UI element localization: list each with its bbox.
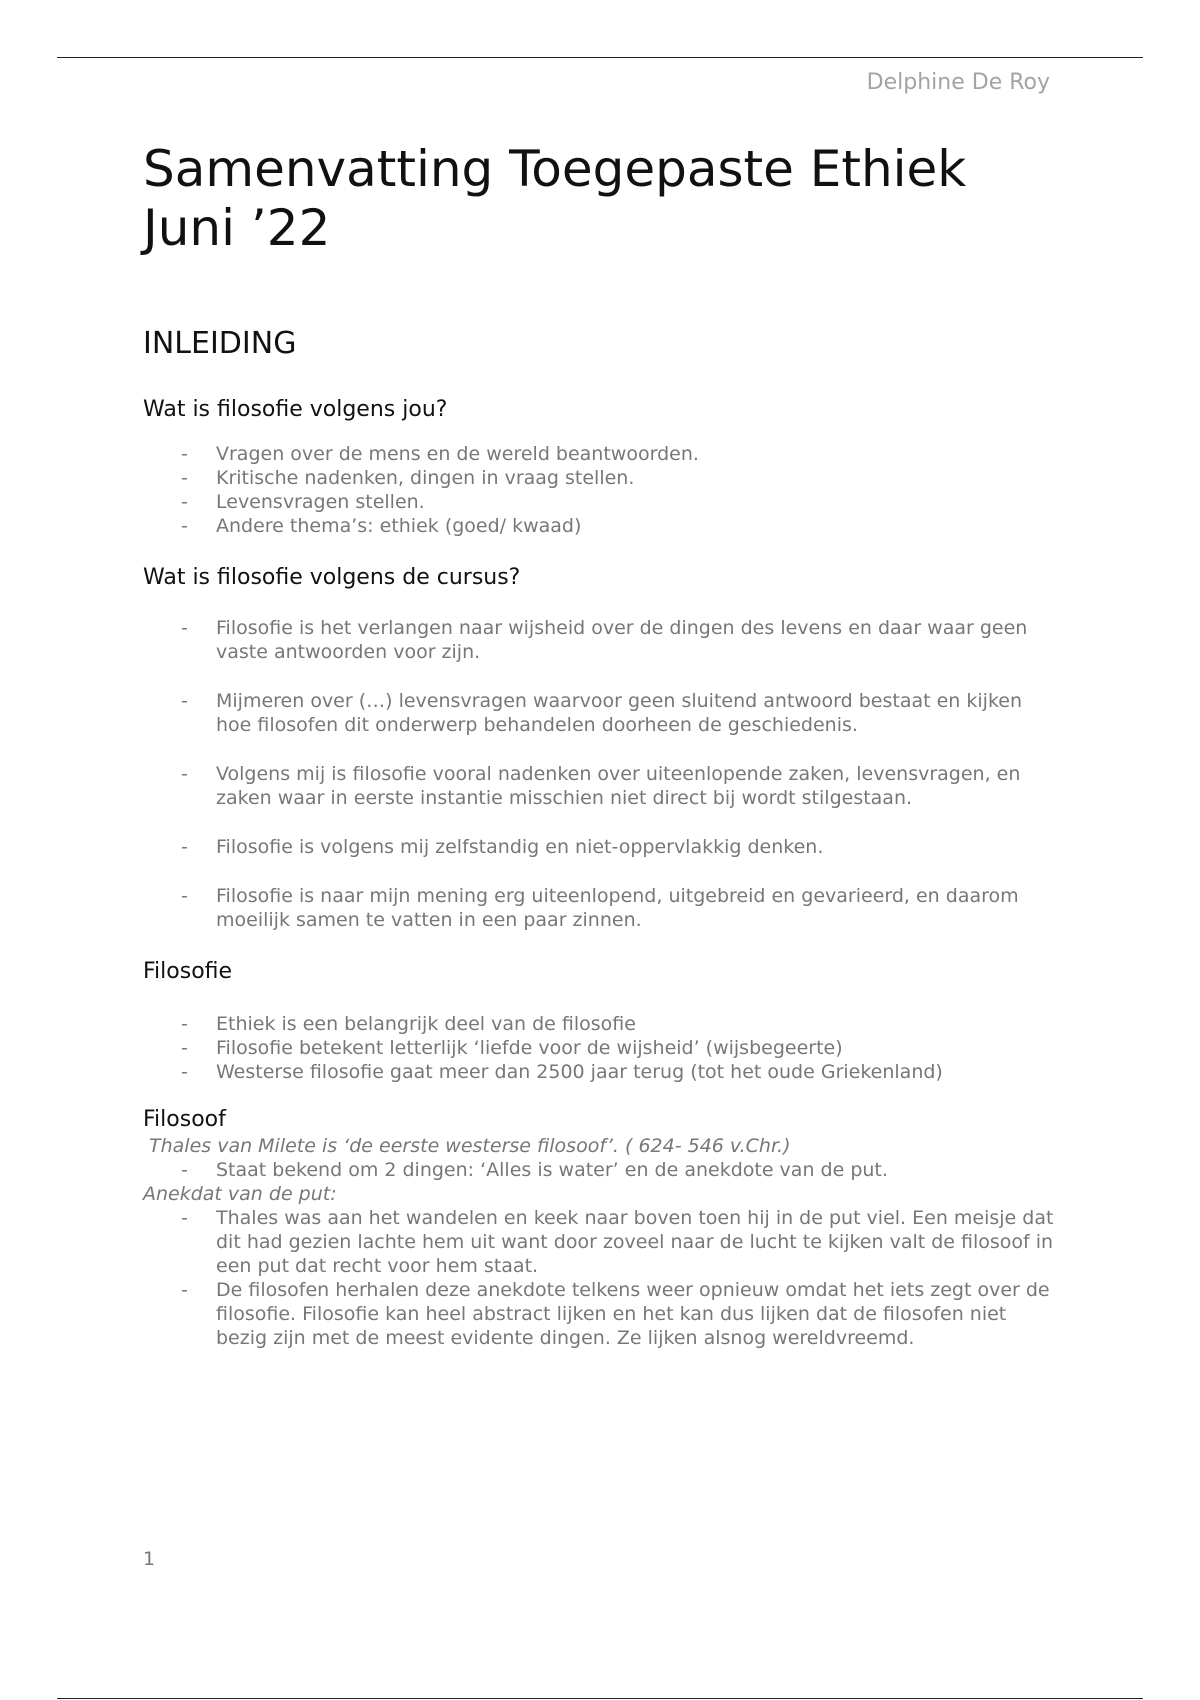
bullet-dash: - — [181, 763, 188, 785]
list-item: - Filosofie betekent letterlijk ‘liefde voor de wijsheid’ (wijsbegeerte) — [181, 1037, 843, 1059]
bullet-dash: - — [181, 1159, 188, 1181]
list-filosofie — [143, 1012, 1063, 1084]
list-item: - Filosofie is naar mijn mening erg uiteenlopend, uitgebreid en gevarieerd, en daarom moeilijk samen te vatten in een paar zinnen. — [181, 885, 1019, 931]
list-item: - Mijmeren over (…) levensvragen waarvoor geen sluitend antwoord bestaat en kijken hoe filosofen dit onderwerp behandelen doorheen de geschiedenis. — [181, 690, 1023, 736]
title-line-2: Juni ’22 — [143, 199, 331, 257]
list-item: - Vragen over de mens en de wereld beantwoorden. — [181, 443, 699, 465]
list-item: - Andere thema’s: ethiek (goed/ kwaad) — [181, 515, 582, 537]
anekdote-subheading: Anekdat van de put: — [143, 1183, 337, 1205]
list-item: - Filosofie is het verlangen naar wijsheid over de dingen des levens en daar waar geen vaste antwoorden voor zijn. — [181, 617, 1028, 663]
part-title: INLEIDING — [143, 326, 297, 361]
list-item: - Staat bekend om 2 dingen: ‘Alles is water’ en de anekdote van de put. — [181, 1159, 888, 1181]
bullet-dash: - — [181, 690, 188, 712]
header-author: Delphine De Roy — [866, 70, 1050, 95]
page-number: 1 — [143, 1548, 156, 1570]
thales-intro: Thales van Milete is ‘de eerste westerse filosoof’. ( 624- 546 v.Chr.) — [149, 1135, 791, 1157]
list-item: - Filosofie is volgens mij zelfstandig en niet-oppervlakkig denken. — [181, 836, 824, 858]
bullet-dash: - — [181, 617, 188, 639]
bullet-dash: - — [181, 1061, 188, 1083]
list-item: - Westerse filosofie gaat meer dan 2500 jaar terug (tot het oude Griekenland) — [181, 1061, 943, 1083]
bullet-dash: - — [181, 1013, 188, 1035]
bullet-dash: - — [181, 515, 188, 537]
section-heading-filosofie-volgens-jou: Wat is filosofie volgens jou? — [143, 397, 448, 422]
document-title — [143, 140, 1063, 258]
title-line-1: Samenvatting Toegepaste Ethiek — [143, 140, 967, 198]
footer-rule — [57, 1698, 1143, 1699]
bullet-dash: - — [181, 836, 188, 858]
section-heading-filosoof: Filosoof — [143, 1107, 226, 1132]
list-filosofie-volgens-cursus — [143, 616, 1063, 932]
list-filosofie-volgens-jou — [143, 442, 1063, 538]
list-item: - De filosofen herhalen deze anekdote telkens weer opnieuw omdat het iets zegt over de filosofie. Filosofie kan heel abstract lijken en het kan dus lijken dat de filosofen niet bezig zijn met de meest evidente dingen. Ze lijken alsnog wereldvreemd. — [181, 1279, 1050, 1349]
header-rule — [57, 57, 1143, 58]
bullet-dash: - — [181, 467, 188, 489]
document-page — [143, 140, 1063, 1350]
list-item: - Kritische nadenken, dingen in vraag stellen. — [181, 467, 635, 489]
bullet-dash: - — [181, 491, 188, 513]
list-thales — [143, 1158, 1063, 1182]
section-heading-filosofie-volgens-cursus: Wat is filosofie volgens de cursus? — [143, 565, 521, 590]
list-item: - Thales was aan het wandelen en keek naar boven toen hij in de put viel. Een meisje dat dit had gezien lachte hem uit want door zoveel naar de lucht te kijken valt de filosoof in een put dat recht voor hem staat. — [181, 1207, 1054, 1277]
list-item: - Volgens mij is filosofie vooral nadenken over uiteenlopende zaken, levensvragen, en zaken waar in eerste instantie misschien niet direct bij wordt stilgestaan. — [181, 763, 1021, 809]
bullet-dash: - — [181, 1279, 188, 1301]
section-heading-filosofie: Filosofie — [143, 959, 233, 984]
list-item: - Ethiek is een belangrijk deel van de filosofie — [181, 1013, 636, 1035]
bullet-dash: - — [181, 1207, 188, 1229]
list-item: - Levensvragen stellen. — [181, 491, 425, 513]
bullet-dash: - — [181, 1037, 188, 1059]
bullet-dash: - — [181, 443, 188, 465]
list-anekdote — [143, 1206, 1063, 1350]
bullet-dash: - — [181, 885, 188, 907]
